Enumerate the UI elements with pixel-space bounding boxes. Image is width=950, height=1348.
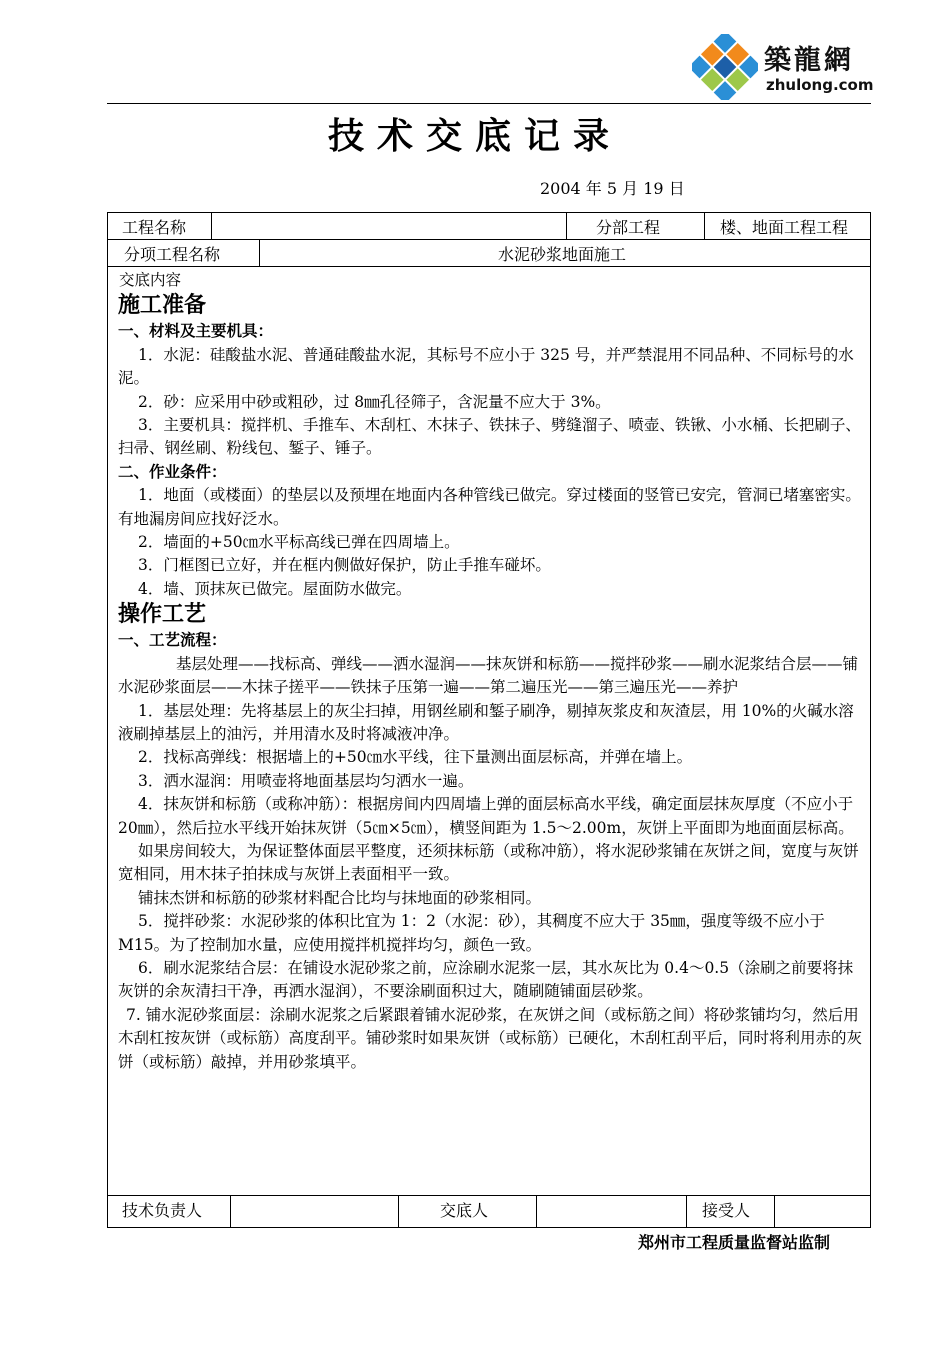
content-label: 交底内容 <box>119 271 182 289</box>
tech-lead-label: 技术负责人 <box>122 1201 203 1220</box>
section-title-process: 操作工艺 <box>118 602 207 628</box>
division-value: 楼、地面工程工程 <box>720 218 849 237</box>
list-item: 2．墙面的+50㎝水平标高线已弹在四周墙上。 <box>138 533 460 552</box>
process-flow-text: 基层处理——找标高、弹线——洒水湿润——抹灰饼和标筋——搅拌砂浆——刷水泥浆结合层——铺水泥砂浆面层——木抹子搓平——铁抹子压第一遍——第二遍压光——第三遍压光——养护 <box>118 654 859 697</box>
list-item: 1．水泥：硅酸盐水泥、普通硅酸盐水泥，其标号不应小于 325 号，并严禁混用不同品种、不同标号的水泥。 <box>118 345 854 388</box>
list-item: 1．基层处理：先将基层上的灰尘扫掉，用钢丝刷和錾子刷净，剔掉灰浆皮和灰渣层，用 10%的火碱水溶液刷掉基层上的油污，并用清水及时将减液冲净。 <box>118 701 854 743</box>
divider <box>211 213 212 239</box>
section-title-preparation: 施工准备 <box>118 293 207 319</box>
division-label: 分部工程 <box>596 218 661 237</box>
project-name-label: 工程名称 <box>122 218 187 237</box>
divider <box>686 1195 687 1227</box>
record-date: 2004 年 5 月 19 日 <box>540 179 685 198</box>
divider <box>398 1195 399 1227</box>
logo-english-text: zhulong.com <box>766 76 874 94</box>
list-item: 6．刷水泥浆结合层：在铺设水泥砂浆之前，应涂刷水泥浆一层，其水灰比为 0.4～0.5（涂刷之前要将抹灰饼的余灰清扫干净，再洒水湿润），不要涂刷面积过大，随刷随铺面层砂浆。 <box>118 958 854 1001</box>
flow-heading: 一、工艺流程： <box>118 631 227 650</box>
conditions-heading: 二、作业条件： <box>118 462 227 481</box>
divider <box>536 1195 537 1227</box>
list-item: 7. 铺水泥砂浆面层：涂刷水泥浆之后紧跟着铺水泥砂浆，在灰饼之间（或标筋之间）将砂浆铺均匀，然后用木刮杠按灰饼（或标筋）高度刮平。铺砂浆时如果灰饼（或标筋）已硬化，木刮杠刮平后，同时将利用赤的灰饼（或标筋）敲掉，并用砂浆填平。 <box>118 1005 863 1071</box>
list-item: 如果房间较大，为保证整体面层平整度，还须抹标筋（或称冲筋），将水泥砂浆铺在灰饼之间，宽度与灰饼宽相同，用木抹子拍抹成与灰饼上表面相平一致。 <box>118 841 859 884</box>
materials-heading: 一、材料及主要机具： <box>118 322 274 341</box>
list-item: 铺抹杰饼和标筋的砂浆材料配合比均与抹地面的砂浆相同。 <box>138 888 542 907</box>
list-item: 4．墙、顶抹灰已做完。屋面防水做完。 <box>138 579 412 598</box>
page-title: 技术交底记录 <box>327 115 622 157</box>
divider <box>259 239 260 266</box>
divider <box>566 213 567 239</box>
list-item: 1．地面（或楼面）的垫层以及预埋在地面内各种管线已做完。穿过楼面的竖管已安完，管洞已堵塞密实。有地漏房间应找好泛水。 <box>118 486 861 528</box>
list-item: 3．主要机具：搅拌机、手推车、木刮杠、木抹子、铁抹子、劈缝溜子、喷壶、铁锹、小水桶、长把刷子、扫帚、钢丝刷、粉线包、錾子、锤子。 <box>118 416 861 458</box>
list-item: 3．洒水湿润：用喷壶将地面基层均匀洒水一遍。 <box>138 771 474 790</box>
record-table <box>107 212 871 1228</box>
divider <box>108 239 870 240</box>
divider <box>108 1195 870 1196</box>
disclosure-content <box>118 269 866 1074</box>
divider <box>774 1195 775 1227</box>
list-item: 2．找标高弹线：根据墙上的+50㎝水平线，往下量测出面层标高，并弹在墙上。 <box>138 748 693 767</box>
list-item: 4．抹灰饼和标筋（或称冲筋）：根据房间内四周墙上弹的面层标高水平线，确定面层抹灰厚度（不应小于 20㎜），然后拉水平线开始抹灰饼（5㎝×5㎝），横竖间距为 1.5～2.00m，灰饼上平面即为地面面层标高。 <box>118 795 854 837</box>
divider <box>704 213 705 239</box>
list-item: 5．搅拌砂浆：水泥砂浆的体积比宜为 1：2（水泥：砂），其稠度不应大于 35㎜，强度等级不应小于 M15。为了控制加水量，应使用搅拌机搅拌均匀，颜色一致。 <box>118 912 825 954</box>
logo-chinese-text: 築龍網 <box>764 45 854 76</box>
discloser-label: 交底人 <box>440 1201 489 1220</box>
divider <box>108 266 870 267</box>
supervision-note: 郑州市工程质量监督站监制 <box>638 1233 831 1252</box>
subitem-label: 分项工程名称 <box>124 245 221 264</box>
list-item: 3．门框图已立好，并在框内侧做好保护，防止手推车碰坏。 <box>138 556 551 575</box>
divider <box>230 1195 231 1227</box>
subitem-value: 水泥砂浆地面施工 <box>498 245 627 264</box>
list-item: 2．砂：应采用中砂或粗砂，过 8㎜孔径筛子，含泥量不应大于 3%。 <box>138 392 611 411</box>
header-rule <box>107 103 871 104</box>
zhulong-logo-icon <box>692 34 758 100</box>
receiver-label: 接受人 <box>702 1201 751 1220</box>
zhulong-logo <box>692 32 882 102</box>
